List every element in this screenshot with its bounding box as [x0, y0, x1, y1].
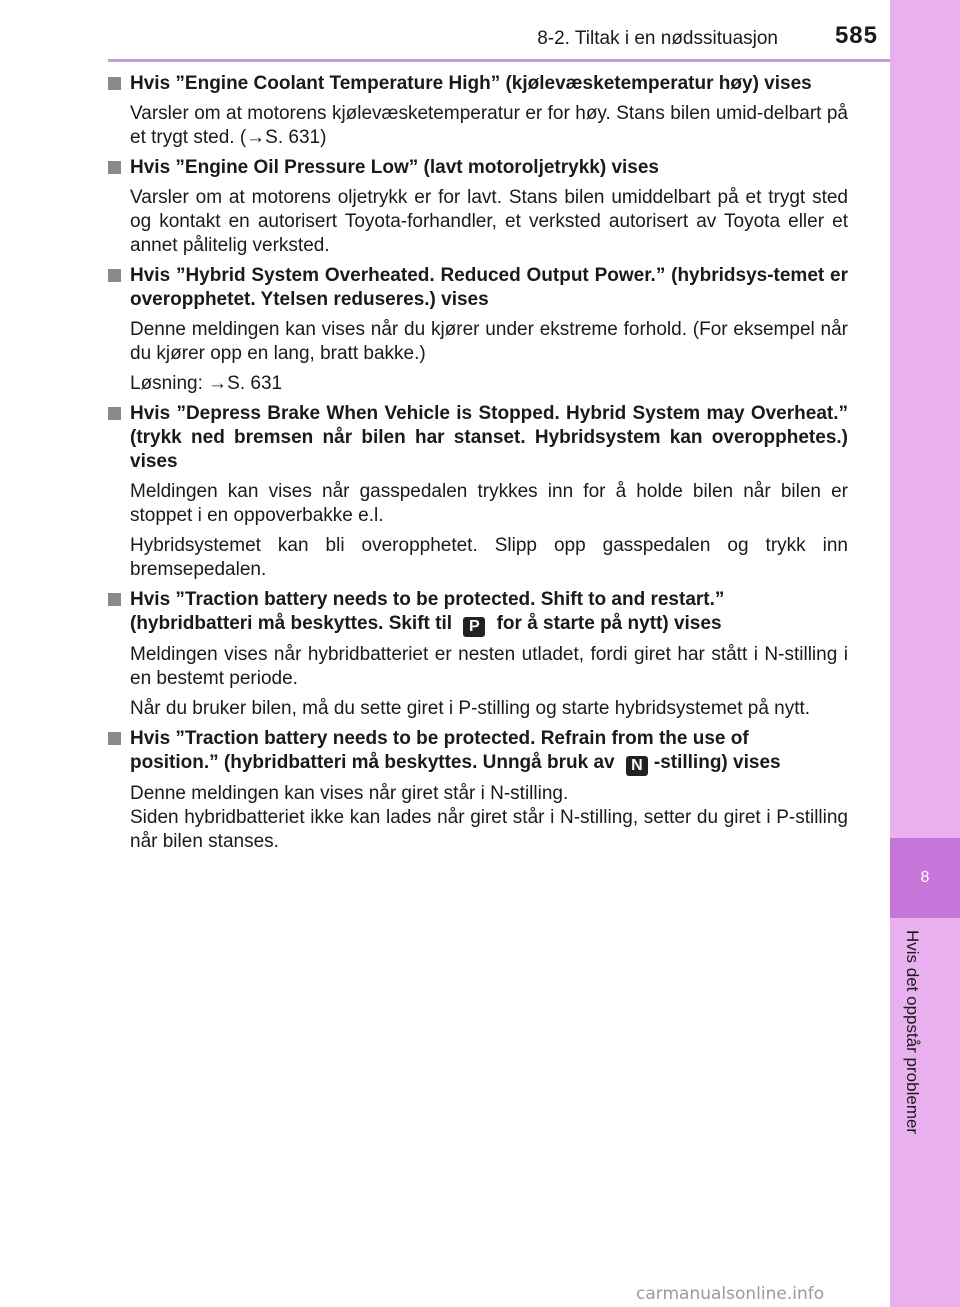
entry-paragraph: Løsning: →S. 631: [130, 373, 283, 394]
section-title: 8-2. Tiltak i en nødssituasjon: [537, 28, 778, 49]
entry-heading: [108, 156, 848, 180]
entry-oil-pressure: [108, 156, 848, 258]
square-bullet-icon: [108, 77, 121, 90]
entry-heading: [108, 727, 848, 776]
entry-heading: [108, 588, 848, 637]
entry-hybrid-overheated: [108, 264, 848, 396]
entry-paragraph: Meldingen kan vises når gasspedalen trykkes inn for å holde bilen når bilen er stoppet i en oppoverbakke e.l.: [130, 481, 848, 526]
entry-traction-battery-refrain: [108, 727, 848, 854]
page-content: [108, 72, 848, 860]
entry-paragraph: Varsler om at motorens kjølevæsketemperatur er for høy. Stans bilen umid-delbart på et trygt sted. (→S. 631): [130, 103, 848, 148]
entry-heading-text: for å starte på nytt) vises: [496, 613, 722, 634]
paragraph-line: Denne meldingen kan vises når giret står i N-stilling.: [130, 783, 569, 804]
gear-n-icon: N: [626, 756, 648, 776]
square-bullet-icon: [108, 269, 121, 282]
entry-heading-text: Hvis ”Engine Coolant Temperature High” (kjølevæsketemperatur høy) vises: [130, 73, 812, 94]
entry-paragraph: Hybridsystemet kan bli overopphetet. Slipp opp gasspedalen og trykk inn bremsepedalen.: [130, 535, 848, 580]
entry-heading-text: (hybridbatteri må beskyttes. Skift til: [130, 613, 453, 634]
entry-paragraph: [108, 782, 848, 854]
entry-paragraph: Denne meldingen kan vises når du kjører under ekstreme forhold. (For eksempel når du kjører opp en lang, bratt bakke.): [130, 319, 848, 364]
gear-p-icon: P: [463, 617, 485, 637]
entry-traction-battery-shift: [108, 588, 848, 721]
watermark: carmanualsonline.info: [636, 1284, 825, 1304]
square-bullet-icon: [108, 732, 121, 745]
entry-heading: [108, 72, 848, 96]
entry-heading-text: Hvis ”Engine Oil Pressure Low” (lavt motoroljetrykk) vises: [130, 157, 660, 178]
entry-heading-text: Hvis ”Traction battery needs to be protected. Shift to and restart.”: [130, 589, 725, 610]
entry-heading-text: -stilling) vises: [653, 752, 781, 773]
entry-paragraph: Når du bruker bilen, må du sette giret i P-stilling og starte hybridsystemet på nytt.: [130, 698, 811, 719]
entry-heading-text: Hvis ”Hybrid System Overheated. Reduced Output Power.” (hybridsys-temet er overopphetet. Ytelsen reduseres.) vises: [130, 265, 848, 310]
square-bullet-icon: [108, 407, 121, 420]
chapter-number-box: 8: [890, 838, 960, 918]
square-bullet-icon: [108, 161, 121, 174]
entry-heading-text: Hvis ”Traction battery needs to be protected. Refrain from the use of: [130, 728, 749, 749]
page-header: [0, 0, 890, 62]
square-bullet-icon: [108, 593, 121, 606]
entry-heading-text: Hvis ”Depress Brake When Vehicle is Stopped. Hybrid System may Overheat.” (trykk ned bremsen når bilen har stanset. Hybridsystem kan overopphetes.) vises: [130, 403, 848, 472]
entry-heading: [108, 264, 848, 312]
paragraph-line: Siden hybridbatteriet ikke kan lades når giret står i N-stilling, setter du giret i P-stilling når bilen stanses.: [130, 807, 848, 852]
entry-coolant-temp: [108, 72, 848, 150]
entry-depress-brake: [108, 402, 848, 582]
entry-paragraph: Meldingen vises når hybridbatteriet er nesten utladet, fordi giret har stått i N-stilling i en bestemt periode.: [130, 644, 848, 689]
chapter-label: Hvis det oppstår problemer: [903, 930, 922, 1135]
entry-paragraph: Varsler om at motorens oljetrykk er for lavt. Stans bilen umiddelbart på et trygt sted og kontakt en autorisert Toyota-forhandler, et verksted autorisert av Toyota eller et annet pålitelig verksted.: [130, 187, 848, 256]
entry-heading: [108, 402, 848, 474]
page-number: 585: [834, 22, 878, 49]
header-rule: [108, 59, 890, 62]
entry-heading-text: position.” (hybridbatteri må beskyttes. Unngå bruk av: [130, 752, 615, 773]
